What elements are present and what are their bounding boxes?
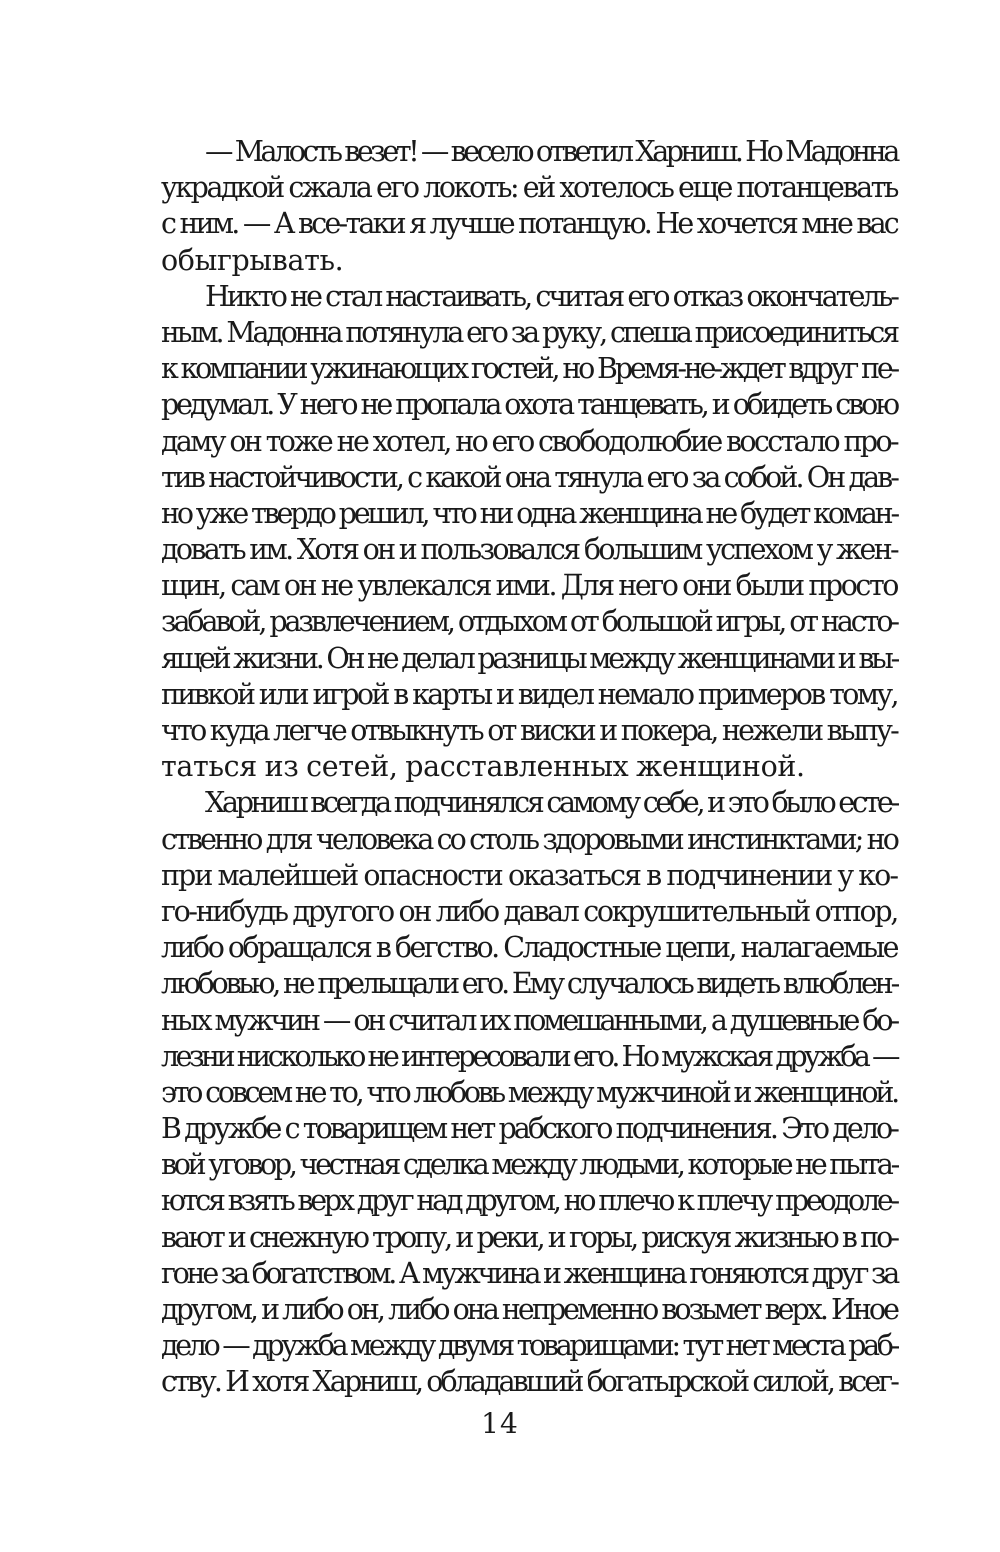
text-line: ству. И хотя Харниш, обладавший богатырской силой, всег-: [161, 1365, 897, 1399]
text-line: забавой, развлечением, отдыхом от большой игры, от насто-: [161, 605, 897, 639]
text-line: редумал. У него не пропала охота танцевать, и обидеть свою: [161, 388, 897, 422]
text-line: тив настойчивости, с какой она тянула его за собой. Он дав-: [161, 460, 897, 494]
text-line: Никто не стал настаивать, считая его отказ окончатель-: [205, 279, 897, 313]
text-line: украдкой сжала его локоть: ей хотелось еще потанцевать: [161, 171, 897, 205]
text-line: щин, сам он не увлекался ими. Для него они были просто: [161, 569, 897, 603]
page-number: 14: [481, 1407, 519, 1440]
text-line: это совсем не то, что любовь между мужчиной и женщиной.: [161, 1075, 897, 1109]
text-line: ящей жизни. Он не делал разницы между женщинами и вы-: [161, 641, 897, 675]
text-line: ным. Мадонна потянула его за руку, спеша присоединиться: [161, 315, 897, 349]
text-line: Харниш всегда подчинялся самому себе, и это было есте-: [205, 786, 897, 820]
text-line: ются взять верх друг над другом, но плечо к плечу преодоле-: [161, 1184, 897, 1218]
text-line: ственно для человека со столь здоровыми инстинктами; но: [161, 822, 897, 856]
text-line: вают и снежную тропу, и реки, и горы, рискуя жизнью в по-: [161, 1220, 897, 1254]
text-line: любовью, не прельщали его. Ему случалось видеть влюблен-: [161, 967, 897, 1001]
text-line: дело — дружба между двумя товарищами: тут нет места раб-: [161, 1329, 897, 1363]
text-line: к компании ужинающих гостей, но Время-не-ждет вдруг пе-: [161, 352, 897, 386]
text-line: даму он тоже не хотел, но его свободолюбие восстало про-: [161, 424, 897, 458]
text-line: лезни нисколько не интересовали его. Но мужская дружба —: [161, 1039, 897, 1073]
text-line: — Малость везет! — весело ответил Харниш. Но Мадонна: [205, 135, 897, 168]
text-line: го-нибудь другого он либо давал сокрушительный отпор,: [161, 894, 897, 928]
text-line: довать им. Хотя он и пользовался большим успехом у жен-: [161, 533, 897, 567]
text-line: таться из сетей, расставленных женщиной.: [161, 750, 805, 784]
text-line: гоне за богатством. А мужчина и женщина гоняются друг за: [161, 1256, 897, 1290]
text-line: вой уговор, честная сделка между людьми, которые не пыта-: [161, 1148, 897, 1182]
body-text: [161, 134, 897, 1401]
text-line: другом, и либо он, либо она непременно возьмет верх. Иное: [161, 1293, 897, 1326]
text-line: либо обращался в бегство. Сладостные цепи, налагаемые: [161, 931, 897, 965]
text-line: при малейшей опасности оказаться в подчинении у ко-: [161, 858, 897, 892]
text-line: что куда легче отвыкнуть от виски и покера, нежели выпу-: [161, 714, 897, 747]
text-line: но уже твердо решил, что ни одна женщина не будет коман-: [161, 496, 897, 530]
text-line: обыгрывать.: [161, 243, 344, 277]
text-line: В дружбе с товарищем нет рабского подчинения. Это дело-: [161, 1112, 897, 1146]
text-line: с ним. — А все-таки я лучше потанцую. Не хочется мне вас: [161, 207, 897, 241]
text-line: ных мужчин — он считал их помешанными, а душевные бо-: [161, 1003, 897, 1037]
text-line: пивкой или игрой в карты и видел немало примеров тому,: [161, 677, 897, 711]
